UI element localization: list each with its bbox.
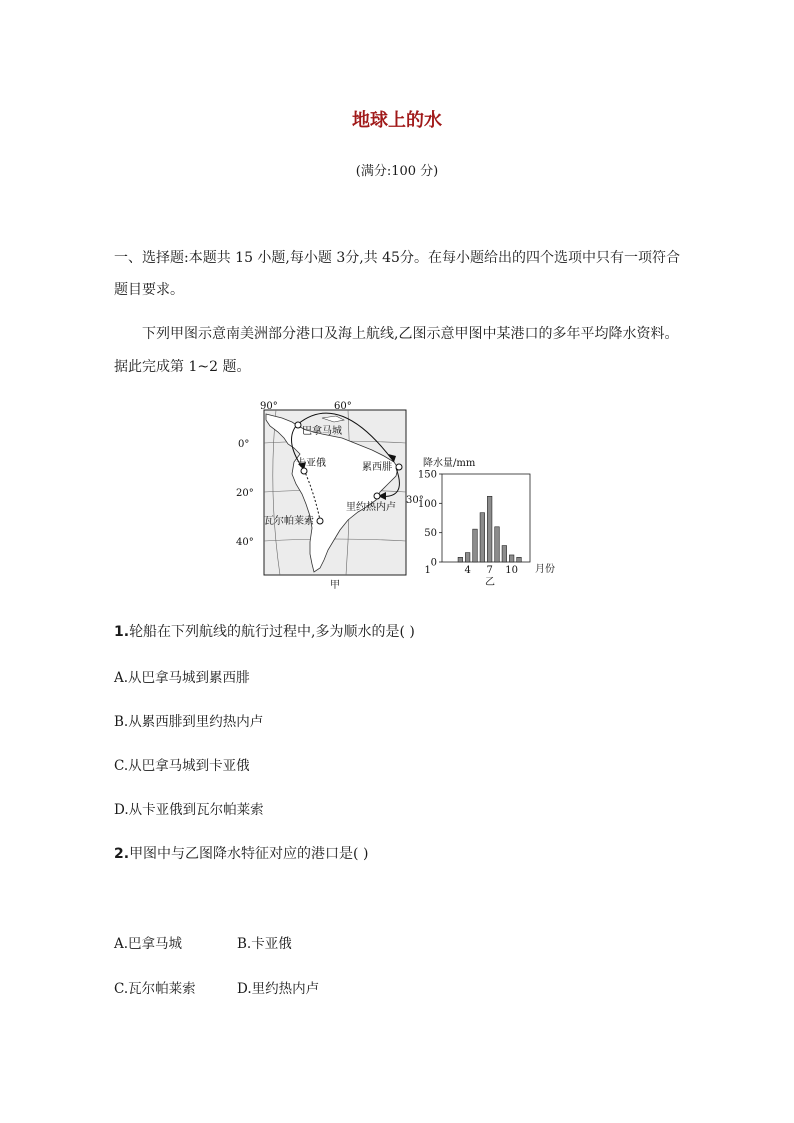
lon-label-60: 60° bbox=[334, 401, 352, 412]
question-1 bbox=[114, 621, 415, 641]
chart-bar-month-5 bbox=[473, 529, 478, 562]
chart-bar-month-6 bbox=[480, 513, 485, 562]
chart-bar-month-9 bbox=[502, 546, 507, 562]
score-note: (满分:100 分) bbox=[355, 164, 439, 179]
chart-xtick-label: 1 bbox=[424, 565, 431, 576]
chart-ytick-label: 50 bbox=[424, 528, 437, 540]
lat-label-0: 0° bbox=[238, 439, 250, 450]
chart-xtick-label: 10 bbox=[505, 565, 519, 576]
chart-caption: 乙 bbox=[485, 577, 495, 588]
chart-xtick-label: 4 bbox=[464, 565, 471, 576]
chart-bar-month-7 bbox=[487, 496, 492, 562]
label-recife: 累西腓 bbox=[362, 462, 392, 473]
label-callao: 卡亚俄 bbox=[296, 458, 326, 469]
q1-option-c: C.从巴拿马城到卡亚俄 bbox=[114, 758, 250, 774]
map-caption: 甲 bbox=[330, 580, 340, 591]
chart-bar-month-4 bbox=[465, 553, 470, 562]
chart-plot-frame bbox=[442, 474, 530, 562]
chart-bar-month-11 bbox=[517, 557, 522, 562]
chart-ytick-label: 100 bbox=[417, 498, 437, 510]
port-valparaiso bbox=[317, 518, 323, 524]
q2-option-c: C.瓦尔帕莱索 bbox=[114, 981, 196, 997]
chart-bar-month-8 bbox=[495, 527, 500, 562]
q2-option-d: D.里约热内卢 bbox=[237, 981, 320, 997]
lat-label-40: 40° bbox=[236, 537, 254, 548]
chart-xtick-label: 7 bbox=[486, 565, 493, 576]
q2-option-a: A.巴拿马城 bbox=[114, 936, 183, 952]
chart-ytick-label: 150 bbox=[417, 469, 437, 481]
question-2 bbox=[114, 843, 368, 863]
label-valparaiso: 瓦尔帕莱索 bbox=[264, 516, 314, 527]
q1-option-a: A.从巴拿马城到累西腓 bbox=[114, 670, 250, 686]
lat-label-20: 20° bbox=[236, 488, 254, 499]
q2-option-b: B.卡亚俄 bbox=[237, 936, 292, 952]
question-stem: 轮船在下列航线的航行过程中,多为顺水的是( ) bbox=[129, 624, 415, 640]
intro-line1: 下列甲图示意南美洲部分港口及海上航线,乙图示意甲图中某港口的多年平均降水资料。 bbox=[142, 326, 679, 342]
q1-option-b: B.从累西腓到里约热内卢 bbox=[114, 714, 264, 730]
section-heading-line2: 题目要求。 bbox=[114, 282, 184, 298]
question-number: 2. bbox=[114, 846, 130, 862]
figure bbox=[230, 396, 570, 596]
port-rio bbox=[374, 493, 380, 499]
intro-line2: 据此完成第 1~2 题。 bbox=[114, 359, 251, 375]
chart-xlabel: 月份 bbox=[535, 564, 555, 575]
chart-bar-month-10 bbox=[509, 555, 514, 562]
q1-option-d: D.从卡亚俄到瓦尔帕莱索 bbox=[114, 802, 264, 818]
label-panama: 巴拿马城 bbox=[302, 426, 342, 437]
question-stem: 甲图中与乙图降水特征对应的港口是( ) bbox=[129, 846, 369, 862]
lon-label-90: 90° bbox=[260, 401, 278, 412]
port-recife bbox=[396, 464, 402, 470]
chart-ylabel: 降水量/mm bbox=[423, 458, 476, 469]
chart-ytick-label: 0 bbox=[430, 557, 437, 569]
chart-bar-month-3 bbox=[458, 557, 463, 562]
page-title: 地球上的水 bbox=[352, 110, 442, 131]
lat-label-30: 30° bbox=[406, 495, 424, 506]
chart-yi bbox=[418, 456, 555, 588]
label-rio: 里约热内卢 bbox=[346, 502, 396, 513]
question-number: 1. bbox=[114, 624, 130, 640]
port-panama bbox=[295, 422, 301, 428]
map-jia bbox=[236, 401, 424, 591]
section-heading-line1: 一、选择题:本题共 15 小题,每小题 3分,共 45分。在每小题给出的四个选项中只有一项符合 bbox=[114, 250, 680, 266]
